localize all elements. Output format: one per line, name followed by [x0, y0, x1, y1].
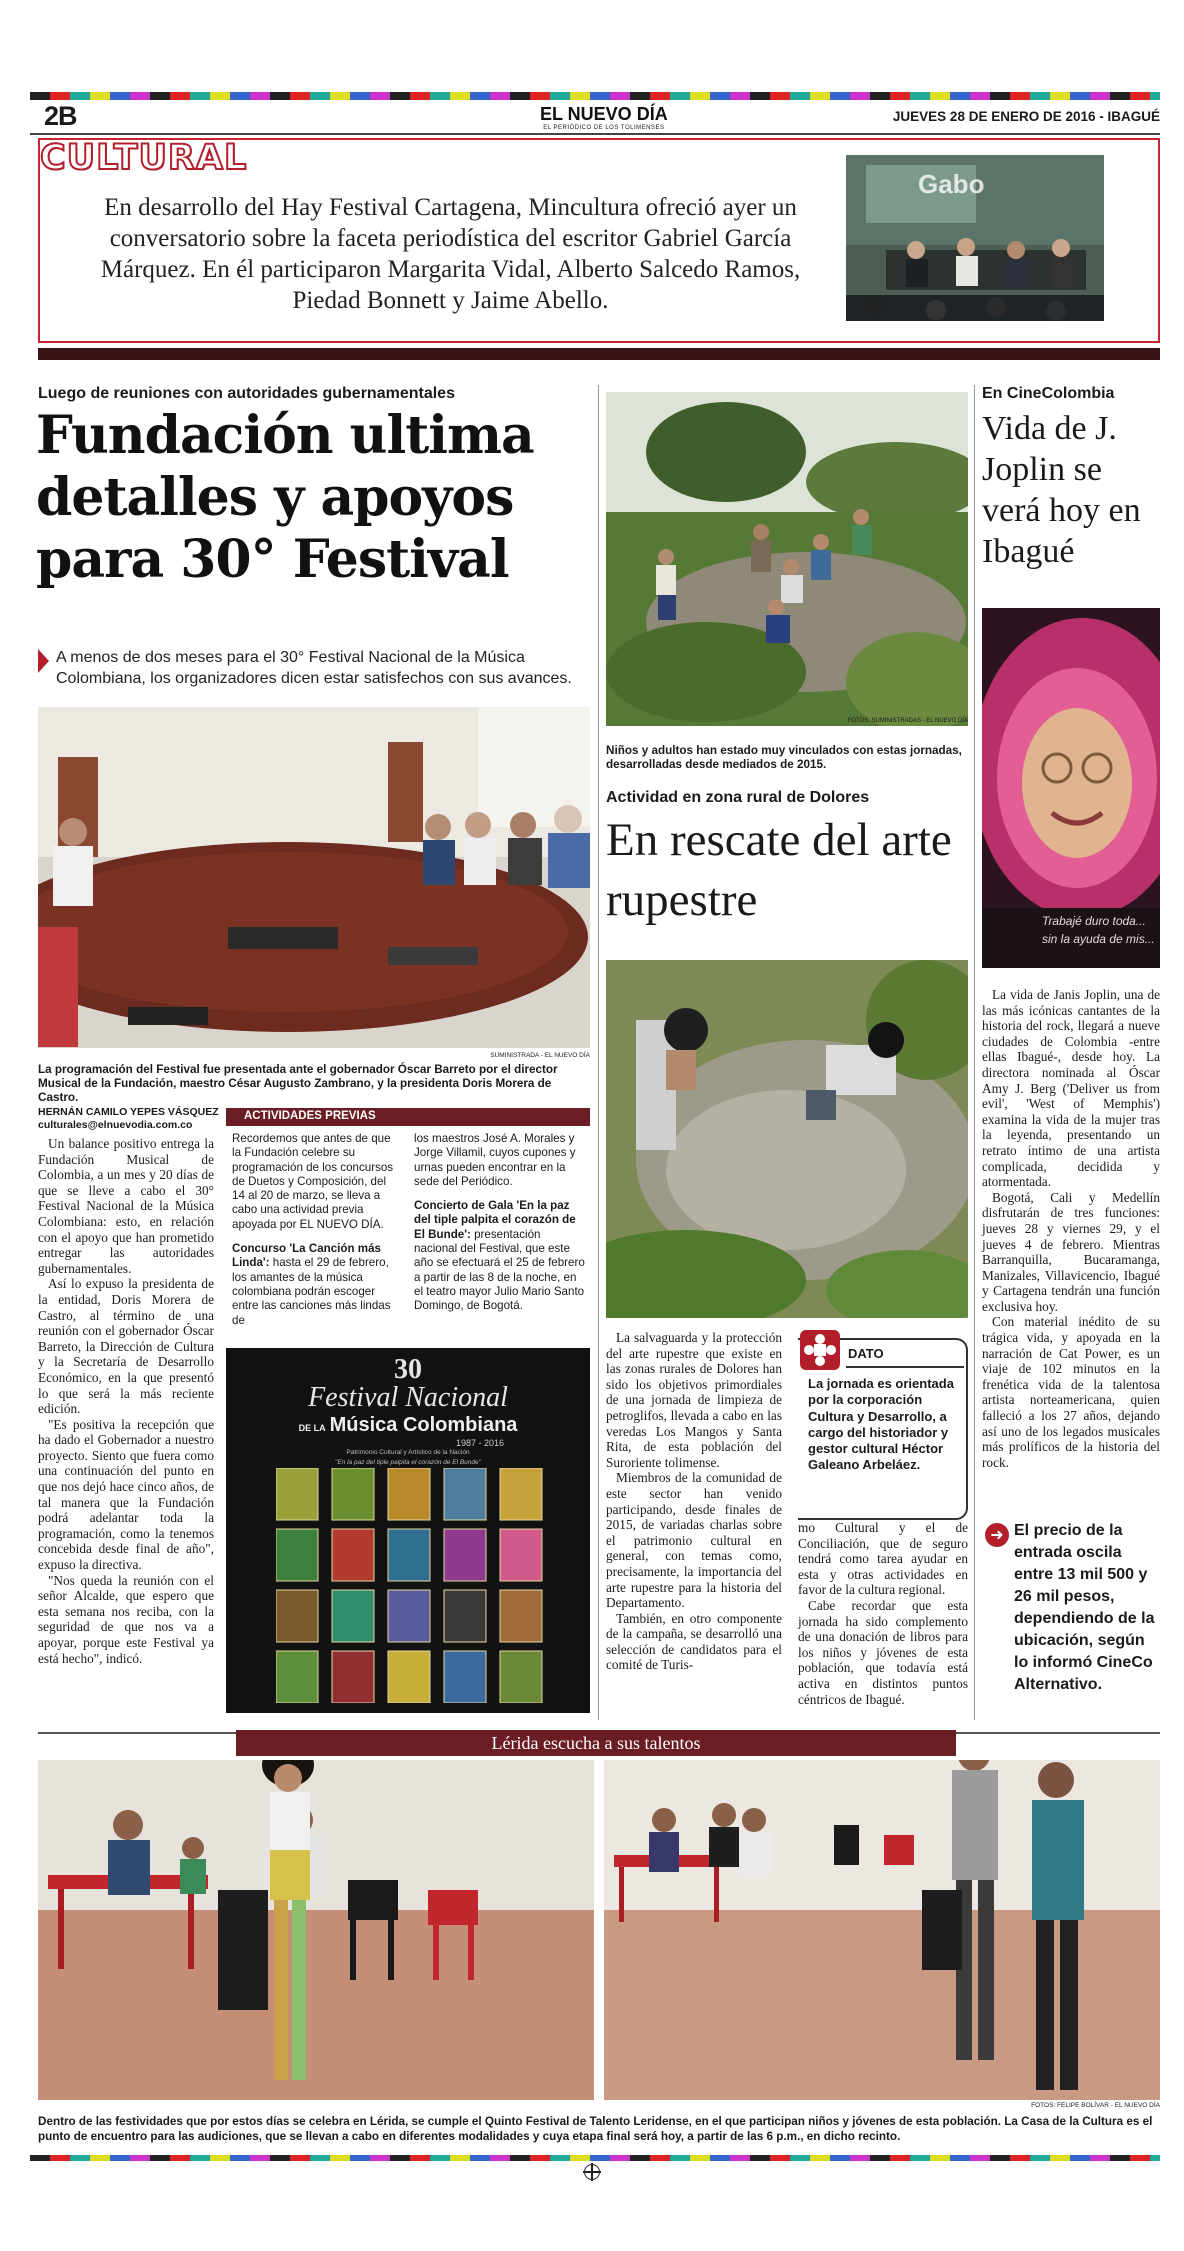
- dato-text: La jornada es orientada por la corporación Cultura y Desarrollo, a cargo del historiador y gestor cultural Héctor Galeano Arbeláez.: [808, 1376, 954, 1473]
- byline-email: culturales@elnuevodia.com.co: [38, 1119, 193, 1131]
- sidebar-item: [414, 1199, 586, 1313]
- lerida-photo-2: [604, 1760, 1160, 2100]
- dato-rule: [846, 1366, 964, 1368]
- lead-marker: [38, 649, 49, 673]
- masthead-tagline: EL PERIÓDICO DE LOS TOLIMENSES: [543, 125, 665, 131]
- sidebar-item-text: presentación nacional del Festival, que este año se efectuará el 25 de febrero a partir de las 8 de la noche, en el teatro mayor Julio Mario Santo Domingo, de Bogotá.: [414, 1227, 585, 1313]
- joplin-headline: Vida de J. Joplin se verá hoy en Ibagué: [982, 410, 1141, 570]
- byline: HERNÁN CAMILO YEPES VÁSQUEZ: [38, 1106, 219, 1118]
- rupestre-photo-1: [606, 392, 968, 726]
- poster-title-2: Música Colombiana: [329, 1414, 518, 1436]
- page-number: 2B: [44, 101, 77, 131]
- section-title: CULTURAL: [40, 138, 248, 178]
- column-divider: [974, 385, 975, 1720]
- poster-title-1: Festival Nacional: [308, 1382, 508, 1413]
- lerida-title: Lérida escucha a sus talentos: [491, 1733, 701, 1753]
- lerida-caption: Dentro de las festividades que por estos días se celebra en Lérida, se cumple el Quinto Festival de Talento Leridense, en el que participan niños y jóvenes de esta población. La Casa de la Cultura es el punto de encuentro para las audiciones, que se llevan a cabo en diferentes modalidades y cuya etapa final será hoy, a partir de las 6 p.m., en dicho recinto.: [38, 2115, 1153, 2143]
- rupestre-paragraph: Miembros de la comunidad de este sector han venido participando, desde finales de 2015, de variadas charlas sobre el patrimonio cultural en general, con temas como, precisamente, la importancia del arte rupestre para la historia del Departamento.: [606, 1470, 782, 1611]
- dato-label: DATO: [848, 1346, 884, 1361]
- dato-box: [798, 1338, 968, 1520]
- poster-number: 30: [394, 1354, 422, 1385]
- poster-tagline: "En la paz del tiple palpita el corazón de El Bunde": [335, 1459, 481, 1466]
- rupestre-photo-2: [606, 960, 968, 1318]
- teaser-photo: [846, 155, 1104, 321]
- registration-stripe-bottom: [30, 2155, 1160, 2161]
- rupestre-column-1: [606, 1330, 782, 1673]
- poster-title-2-line: [226, 1414, 590, 1437]
- lerida-title-bar: [236, 1730, 956, 1756]
- joplin-kicker: En CineColombia: [982, 385, 1115, 402]
- rupestre-kicker: Actividad en zona rural de Dolores: [606, 789, 870, 806]
- sidebar-item-title: Concierto de Gala 'En la paz del tiple palpita el corazón de El Bunde':: [414, 1199, 576, 1241]
- registration-mark-icon: [584, 2164, 600, 2180]
- main-headline: Fundación ultima detalles y apoyos para 30° Festival: [36, 405, 534, 590]
- sidebar-text: Recordemos que antes de que la Fundación celebre su programación de los concursos de Duetos y Composición, del 14 al 20 de marzo, se lleva a cabo una actividad previa apoyada por EL NUEVO DÍA.: [232, 1132, 394, 1231]
- poster-years: 1987 - 2016: [456, 1438, 505, 1448]
- rupestre-photo-credit: FOTOS: SUMINISTRADAS - EL NUEVO DÍA: [847, 718, 968, 724]
- main-paragraph: "Nos queda la reunión con el señor Alcalde, que espero que esta semana nos reciba, con la seguridad de que nos va a apoyar, porque este Festival ya está hecho", indicó.: [38, 1572, 214, 1666]
- rupestre-paragraph: La salvaguarda y la protección del arte rupestre que existe en las zonas rurales de Dolores han sido los objetivos primordiales de una jornada de limpieza de petroglifos, llevada a cabo en las veredas Los Mangos y Santa Rita, de esta población del Suroriente tolimense.: [606, 1330, 782, 1470]
- puzzle-icon: [800, 1330, 840, 1370]
- registration-stripe-top: [30, 92, 1160, 100]
- sidebar-item-title: Concurso 'La Canción más Linda':: [232, 1242, 381, 1270]
- lerida-photo-credit: FOTOS: FELIPE BOLÍVAR - EL NUEVO DÍA: [1031, 2102, 1160, 2109]
- sidebar-column-1: [232, 1132, 400, 1328]
- poster-title-prefix: DE LA: [298, 1423, 326, 1433]
- joplin-photo-overlay: Trabajé duro toda... sin la ayuda de mis...: [1042, 914, 1155, 946]
- rupestre-photo-caption: Niños y adultos han estado muy vinculados con estas jornadas, desarrolladas desde mediados de 2015.: [606, 744, 962, 771]
- main-paragraph: "Es positiva la recepción que ha dado el Gobernador a nuestro proyecto. Siento que fuera como una continuación del punto en que nos dejó hace cinco años, de tal manera que la Fundación podrá adelantar toda la programación, como la tenemos concebida desde final de año", expuso la directiva.: [38, 1416, 214, 1573]
- masthead-logo: [540, 104, 668, 131]
- rupestre-column-2: [798, 1520, 968, 1707]
- lerida-photo-1: [38, 1760, 594, 2100]
- teaser-photo-label: Gabo: [918, 169, 985, 199]
- rupestre-headline: En rescate del arte rupestre: [606, 814, 952, 926]
- rupestre-paragraph: mo Cultural y el de Conciliación, que de seguro tendrá como tarea ayudar en esta y otras actividades en favor de la cultura regional.: [798, 1520, 968, 1598]
- main-lead: A menos de dos meses para el 30° Festival Nacional de la Música Colombiana, los organizadores dicen estar satisfechos con sus avances.: [56, 649, 572, 687]
- poster-grid: [276, 1468, 546, 1703]
- section-rule: [38, 348, 1160, 360]
- sidebar-item: [232, 1242, 400, 1328]
- joplin-paragraph: Bogotá, Cali y Medellín disfrutarán de tres funciones: jueves 28 y viernes 29, y el jueves 4 de febrero. Mientras Barranquilla, Bucaramanga, Manizales, Villavicencio, Ibagué y Cartagena tendrán una función exclusiva hoy.: [982, 1189, 1160, 1314]
- arrow-right-icon: ➜: [985, 1523, 1009, 1547]
- joplin-paragraph: La vida de Janis Joplin, una de las más icónicas cantantes de la historia del rock, llegará a nueve ciudades de Colombia -entre ellas Ibagué-, desde hoy. La directora nominada al Óscar Amy J. Berg ('Deliver us from evil', 'West of Memphis') examina la vida de la mujer tras la leyenda, presentando un retrato íntimo de una artista complicada, decidida y atormentada.: [982, 987, 1160, 1190]
- main-paragraph: Un balance positivo entrega la Fundación Musical de Colombia, a un mes y 20 días de que se lleve a cabo el 30° Festival Nacional de la Música Colombiana: esto, en relación con el apoyo que han prometido entregar las autoridades gubernamentales.: [38, 1136, 214, 1276]
- sidebar-title-bar: [226, 1108, 590, 1126]
- joplin-price-note: El precio de la entrada oscila entre 13 mil 500 y 26 mil pesos, dependiendo de la ubicación, según lo informó CineCo Alternativo.: [1014, 1522, 1155, 1693]
- rupestre-paragraph: También, en otro componente de la campaña, se desarrolló una selección de candidatos para el comité de Turis-: [606, 1610, 782, 1673]
- sidebar-item-text: hasta el 29 de febrero, los amantes de la música colombiana podrán escoger entre las canciones más lindas de: [232, 1256, 391, 1327]
- sidebar-text: los maestros José A. Morales y Jorge Villamil, cuyos cupones y urnas pueden encontrar en la sede del Periódico.: [414, 1132, 576, 1188]
- joplin-column: [982, 987, 1160, 1470]
- rupestre-paragraph: Cabe recordar que esta jornada ha sido complemento de una donación de libros para los niños y jóvenes de esta población, que todavía está activa en distintos puntos céntricos de Ibagué.: [798, 1597, 968, 1707]
- cultural-teaser-box: [38, 138, 1160, 343]
- teaser-text: En desarrollo del Hay Festival Cartagena, Mincultura ofreció ayer un conversatorio sobre la faceta periodística del escritor Gabriel García Márquez. En él participaron Margarita Vidal, Alberto Salcedo Ramos, Piedad Bonnett y Jaime Abello.: [100, 194, 801, 314]
- joplin-paragraph: Con material inédito de su trágica vida, y apoyada en la narración de Cat Power, es un viaje de 102 minutos en la frenética vida de la talentosa artista norteamericana, quien falleció a los 27 años, dejando así uno de los legados musicales más prolíficos de la historia del rock.: [982, 1314, 1160, 1470]
- masthead-title: EL NUEVO DÍA: [540, 104, 668, 124]
- main-paragraph: Así lo expuso la presidenta de la entidad, Doris Morera de Castro, al término de una reunión con el gobernador Óscar Barreto, la Dirección de Cultura y la Secretaría de Desarrollo Económico, en la que presentó lo que será la más reciente edición.: [38, 1276, 214, 1417]
- poster-subtitle: Patrimonio Cultural y Artístico de la Nación: [346, 1449, 470, 1456]
- main-kicker: Luego de reuniones con autoridades gubernamentales: [38, 385, 455, 402]
- main-photo-credit: SUMINISTRADA - EL NUEVO DÍA: [490, 1052, 590, 1059]
- joplin-photo: [982, 608, 1160, 968]
- header-rule: [30, 133, 1160, 135]
- main-photo: [38, 707, 590, 1048]
- sidebar-column-2: [414, 1132, 586, 1314]
- main-body-column: [38, 1136, 214, 1666]
- festival-poster: [226, 1348, 590, 1713]
- main-photo-caption: La programación del Festival fue presentada ante el gobernador Óscar Barreto por el director Musical de la Fundación, maestro César Augusto Zambrano, y la presidenta Doris Morera de Castro.: [38, 1063, 558, 1104]
- sidebar-title: ACTIVIDADES PREVIAS: [244, 1110, 376, 1122]
- column-divider: [598, 385, 599, 1720]
- dateline: JUEVES 28 DE ENERO DE 2016 - IBAGUÉ: [892, 109, 1160, 124]
